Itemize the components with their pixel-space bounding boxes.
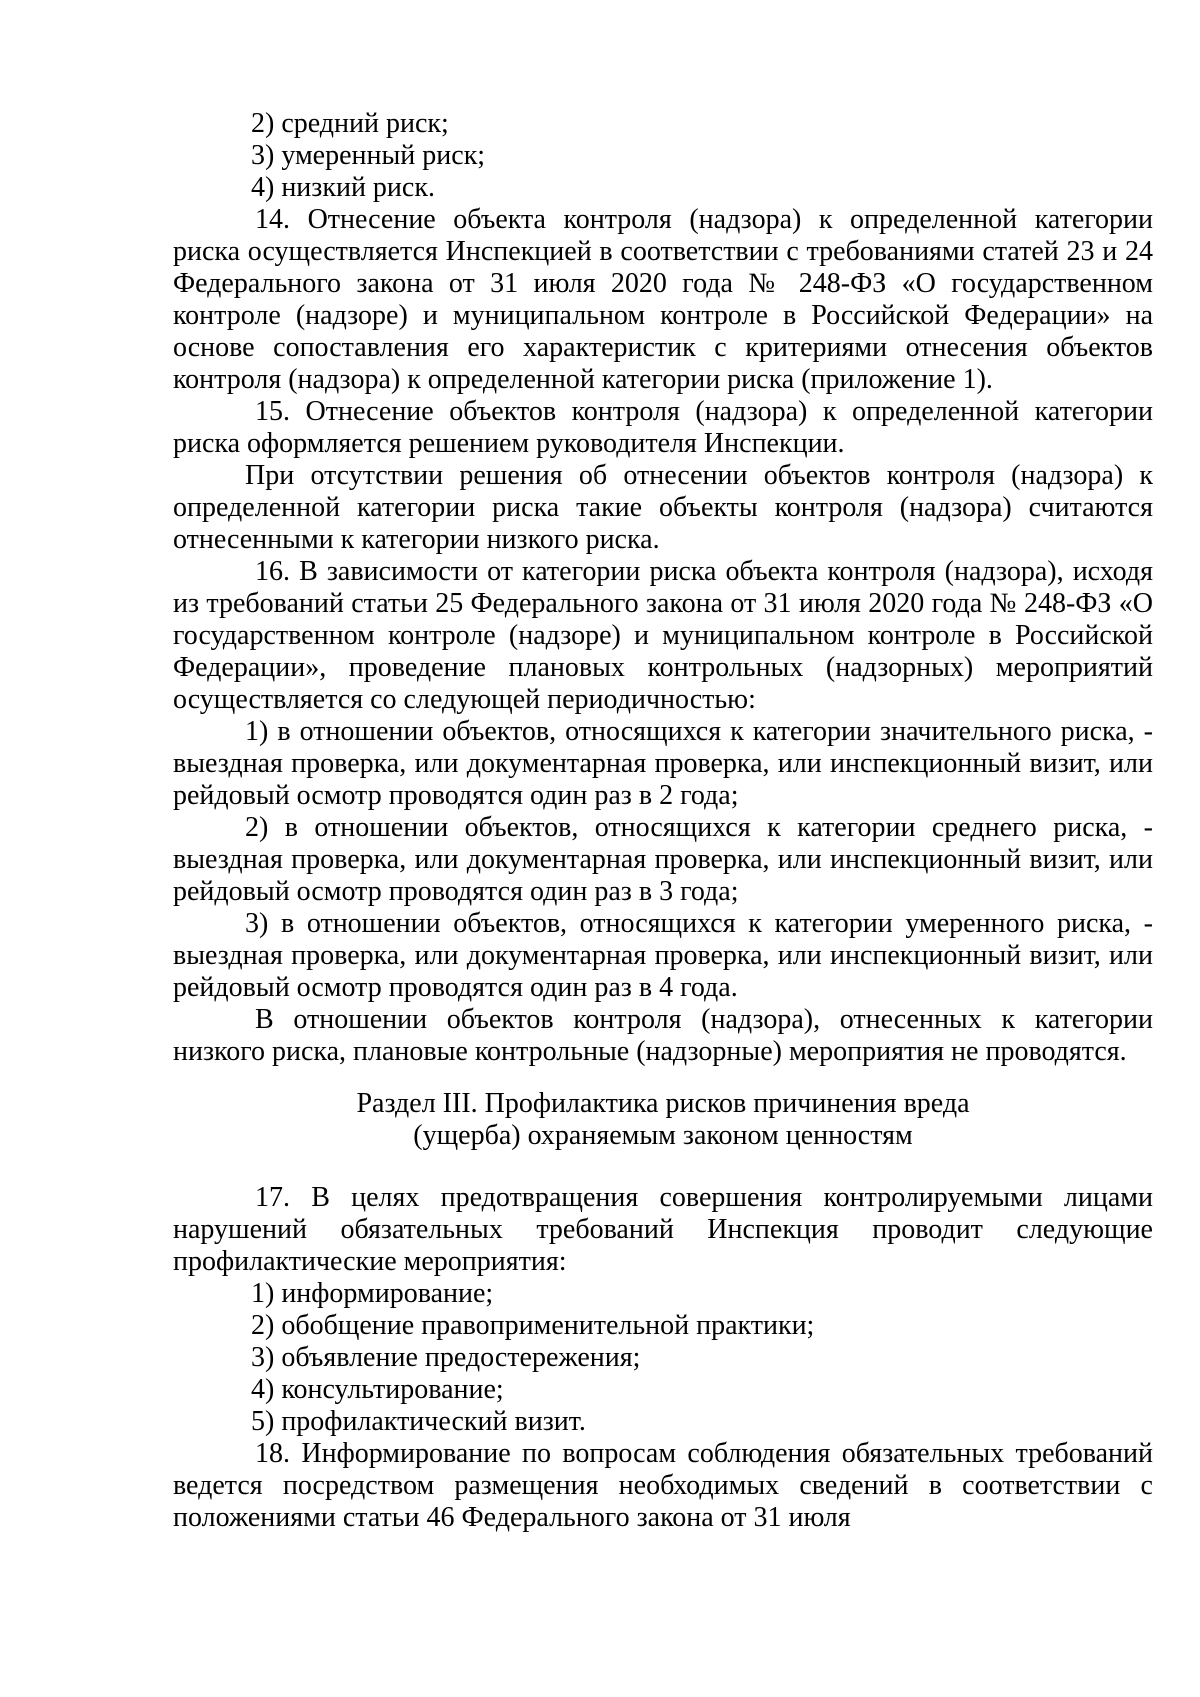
paragraph-16: 16. В зависимости от категории риска объекта контроля (надзора), исходя из требований статьи 25 Федерального закона от 31 июля 2020 года № 248-ФЗ «О государственном контроле (надзоре) и муниципальном контроле в Российской Федерации», проведение плановых контрольных (надзорных) мероприятий осуществляется со следующей периодичностью:: [173, 556, 1153, 715]
risk-level-item-3: 3) умеренный риск;: [251, 140, 486, 171]
paragraph-15-continued: При отсутствии решения об отнесении объектов контроля (надзора) к определенной категории риска такие объекты контроля (надзора) считаются отнесенными к категории низкого риска.: [173, 460, 1153, 555]
prevention-item-2: 2) обобщение правоприменительной практики;: [251, 1310, 815, 1341]
paragraph-14: 14. Отнесение объекта контроля (надзора) к определенной категории риска осуществляется Инспекцией в соответствии с требованиями статей 23 и 24 Федерального закона от 31 июля 2020 года № 248-ФЗ «О государственном контроле (надзоре) и муниципальном контроле в Российской Федерации» на основе сопоставления его характеристик с критериями отнесения объектов контроля (надзора) к определенной категории риска (приложение 1).: [173, 204, 1153, 395]
prevention-item-5: 5) профилактический визит.: [251, 1406, 586, 1437]
paragraph-16-note: В отношении объектов контроля (надзора), отнесенных к категории низкого риска, плановые контрольные (надзорные) мероприятия не проводятся.: [173, 1004, 1153, 1067]
risk-level-item-2: 2) средний риск;: [251, 108, 449, 139]
paragraph-16-item-3: 3) в отношении объектов, относящихся к категории умеренного риска, - выездная проверка, или документарная проверка, или инспекционный визит, или рейдовый осмотр проводятся один раз в 4 года.: [173, 908, 1153, 1003]
paragraph-15: 15. Отнесение объектов контроля (надзора) к определенной категории риска оформляется решением руководителя Инспекции.: [173, 396, 1153, 459]
section-title-line-2: (ущерба) охраняемым законом ценностям: [413, 1120, 913, 1151]
paragraph-18: 18. Информирование по вопросам соблюдения обязательных требований ведется посредством размещения необходимых сведений в соответствии с положениями статьи 46 Федерального закона от 31 июля: [173, 1438, 1153, 1533]
section-heading: [173, 1088, 1153, 1152]
risk-level-item-4: 4) низкий риск.: [251, 172, 435, 203]
paragraph-16-item-2: 2) в отношении объектов, относящихся к категории среднего риска, - выездная проверка, или документарная проверка, или инспекционный визит, или рейдовый осмотр проводятся один раз в 3 года;: [173, 812, 1153, 907]
paragraph-17: 17. В целях предотвращения совершения контролируемыми лицами нарушений обязательных требований Инспекция проводит следующие профилактические мероприятия:: [173, 1182, 1153, 1277]
prevention-item-4: 4) консультирование;: [251, 1374, 504, 1405]
section-title-line-1: Раздел III. Профилактика рисков причинения вреда: [356, 1088, 970, 1119]
paragraph-16-item-1: 1) в отношении объектов, относящихся к категории значительного риска, - выездная проверка, или документарная проверка, или инспекционный визит, или рейдовый осмотр проводятся один раз в 2 года;: [173, 716, 1153, 811]
prevention-item-1: 1) информирование;: [251, 1278, 494, 1309]
document-body: [173, 108, 1153, 1534]
prevention-item-3: 3) объявление предостережения;: [251, 1342, 641, 1373]
